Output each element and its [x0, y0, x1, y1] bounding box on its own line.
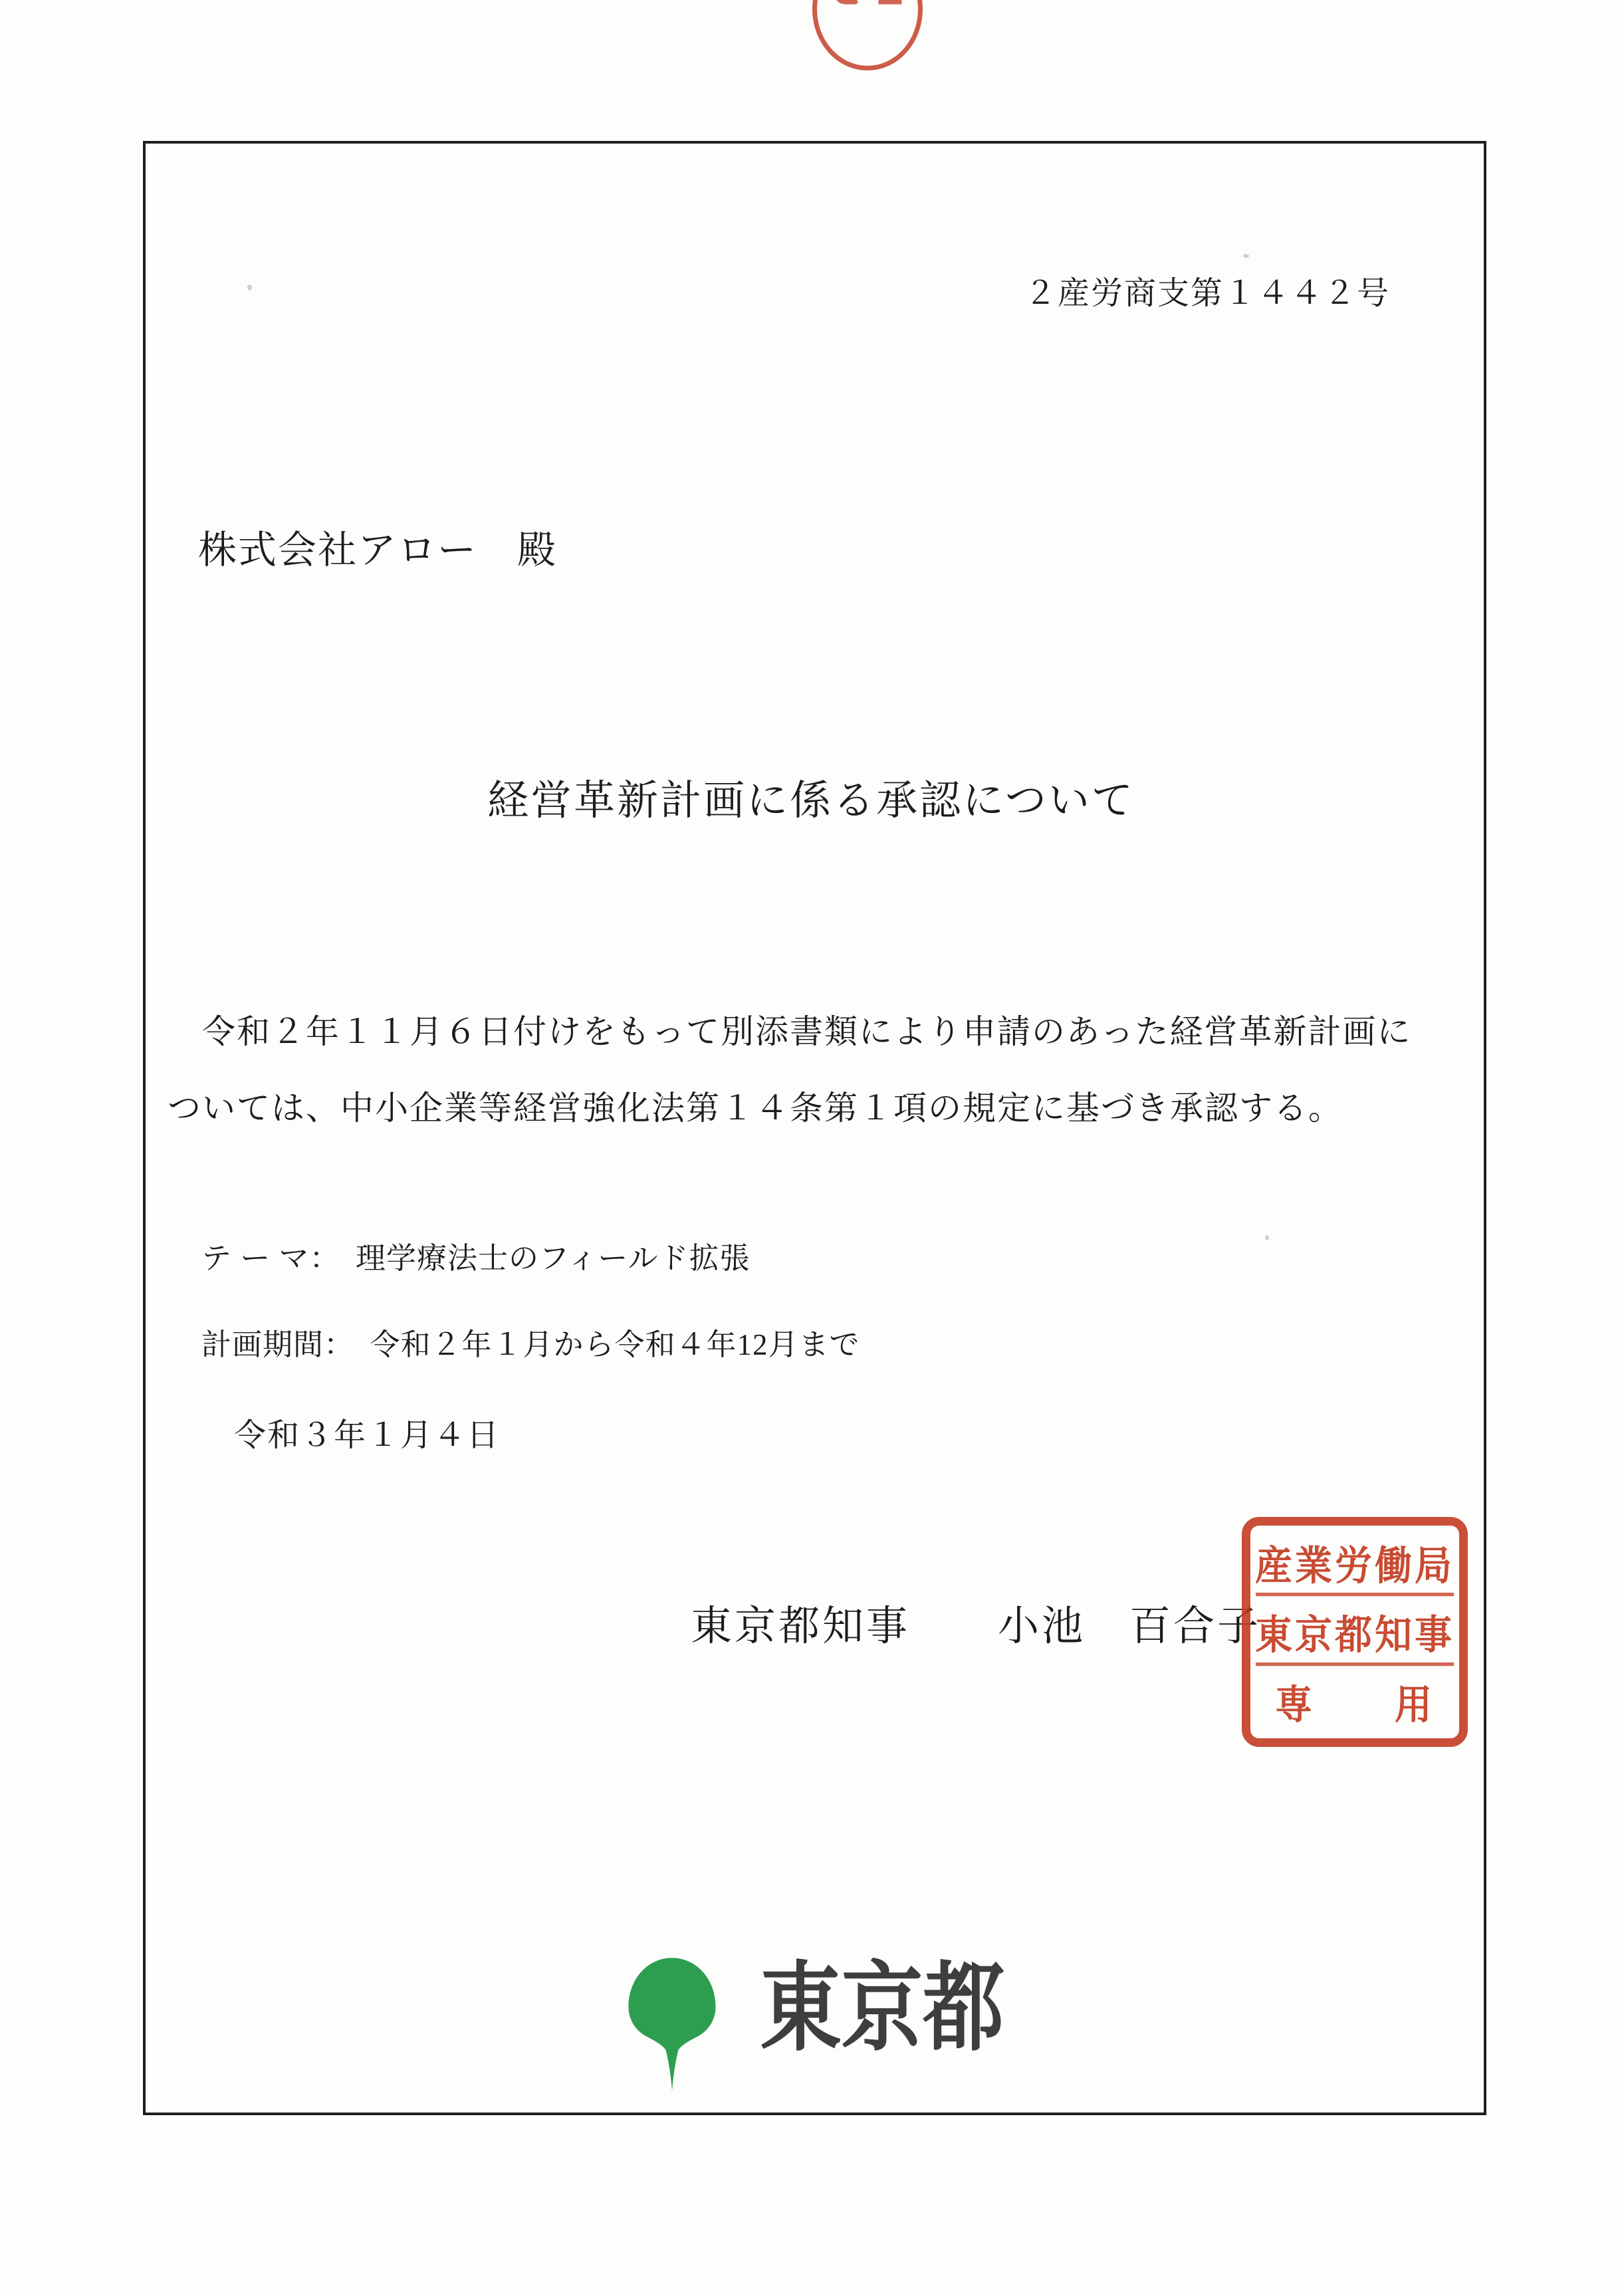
- tokyo-ginkgo-leaf-icon: [620, 1954, 724, 2095]
- scan-artifact: [1265, 1235, 1269, 1240]
- document-title: 経営革新計画に係る承認について: [487, 778, 1135, 824]
- scan-artifact: [1243, 254, 1249, 258]
- plan-period-line: 計画期間： 令和２年１月から令和４年12月まで: [201, 1328, 860, 1361]
- top-stamp-glyphs-icon: [817, 0, 918, 66]
- body-paragraph-line: ついては、中小企業等経営強化法第１４条第１項の規定に基づき承認する。: [168, 1090, 1343, 1127]
- official-seal-row: 東京都知事: [1256, 1593, 1454, 1668]
- document-number: ２産労商支第１４４２号: [1024, 276, 1391, 311]
- tokyo-logo-text: 東京都: [760, 1954, 1004, 2062]
- official-seal-row: 専 用: [1256, 1662, 1454, 1737]
- issue-date: 令和３年１月４日: [234, 1418, 501, 1453]
- official-seal: [1242, 1517, 1468, 1747]
- scan-artifact: [247, 285, 252, 290]
- body-paragraph-line: 令和２年１１月６日付けをもって別添書類により申請のあった経営革新計画に: [168, 1013, 1412, 1050]
- governor-signature: 東京都知事 小池 百合子: [691, 1604, 1262, 1649]
- addressee: 株式会社アロー 殿: [198, 528, 558, 572]
- theme-line: テ ー マ： 理学療法士のフィールド拡張: [201, 1242, 751, 1275]
- official-seal-row: 産業労働局: [1255, 1544, 1454, 1589]
- top-partial-stamp: [812, 0, 923, 70]
